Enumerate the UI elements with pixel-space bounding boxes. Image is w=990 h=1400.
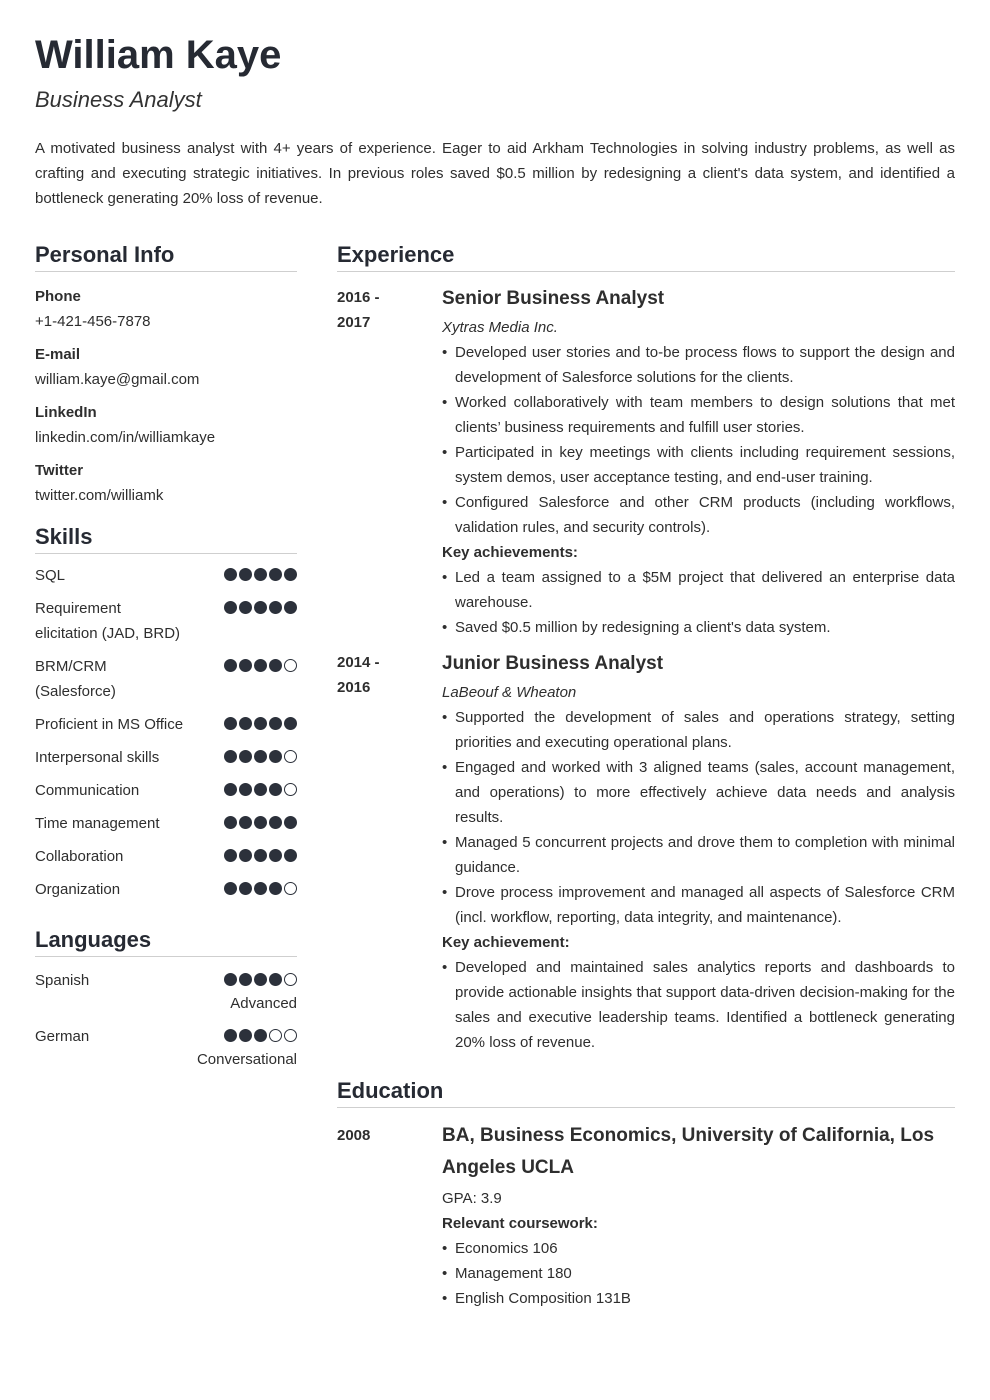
list-item: • Supported the development of sales and operations strategy, setting priorities and executing operational plans. (442, 705, 955, 755)
rating-dot-filled (224, 601, 237, 614)
rating-dot-filled (224, 882, 237, 895)
achievements-heading: Key achievement: (442, 934, 570, 951)
rating-dot-filled (224, 783, 237, 796)
skill-rating (224, 712, 297, 730)
education-year: 2008 (337, 1127, 371, 1144)
rating-dot-filled (239, 601, 252, 614)
rating-dot-filled (269, 601, 282, 614)
rating-dot-filled (254, 659, 267, 672)
list-item: • English Composition 131B (442, 1286, 955, 1311)
right-column (337, 240, 955, 1311)
skill-row (35, 712, 297, 737)
info-label: Twitter (35, 462, 84, 479)
rating-dot-empty (284, 1029, 297, 1042)
rating-dot-filled (254, 849, 267, 862)
rating-dot-filled (254, 568, 267, 581)
rating-dot-empty (284, 882, 297, 895)
rating-dot-filled (239, 717, 252, 730)
skills-list (35, 563, 297, 902)
rating-dot-empty (284, 783, 297, 796)
rating-dot-filled (254, 882, 267, 895)
rating-dot-filled (254, 1029, 267, 1042)
job-company: LaBeouf & Wheaton (442, 684, 577, 701)
rating-dot-filled (284, 568, 297, 581)
section-title-personal-info: Personal Info (35, 240, 297, 272)
rating-dot-filled (224, 717, 237, 730)
skill-name: Time management (35, 815, 160, 832)
skill-name: Requirement elicitation (JAD, BRD) (35, 600, 181, 642)
rating-dot-filled (224, 568, 237, 581)
list-item: • Managed 5 concurrent projects and drove them to completion with minimal guidance. (442, 830, 955, 880)
rating-dot-filled (284, 717, 297, 730)
language-name: Spanish (35, 972, 90, 989)
job-title: Senior Business Analyst (442, 288, 665, 309)
skill-rating (224, 596, 297, 614)
list-item: • Management 180 (442, 1261, 955, 1286)
rating-dot-filled (239, 783, 252, 796)
job-date-start: 2016 - (337, 289, 380, 306)
rating-dot-filled (239, 973, 252, 986)
resume-header (35, 28, 955, 211)
achievements-heading: Key achievements: (442, 544, 578, 561)
rating-dot-filled (284, 849, 297, 862)
rating-dot-filled (254, 601, 267, 614)
job-dates (337, 650, 442, 1055)
skill-name: SQL (35, 567, 66, 584)
personal-info-list (35, 284, 297, 508)
rating-dot-empty (284, 659, 297, 672)
skill-row (35, 778, 297, 803)
skill-rating (224, 877, 297, 895)
rating-dot-filled (269, 659, 282, 672)
job-date-end: 2016 (337, 679, 371, 696)
rating-dot-filled (254, 717, 267, 730)
job-achievements (442, 565, 955, 640)
list-item: • Drove process improvement and managed all aspects of Salesforce CRM (incl. workflow, reporting, data integrity, and maintenance). (442, 880, 955, 930)
skill-name: Proficient in MS Office (35, 716, 184, 733)
rating-dot-filled (224, 849, 237, 862)
list-item: • Economics 106 (442, 1236, 955, 1261)
rating-dot-empty (284, 973, 297, 986)
rating-dot-filled (224, 816, 237, 829)
rating-dot-filled (254, 750, 267, 763)
skill-row (35, 844, 297, 869)
language-level: Advanced (230, 995, 297, 1012)
rating-dot-filled (269, 882, 282, 895)
section-title-skills: Skills (35, 522, 297, 554)
candidate-name: William Kaye (35, 33, 282, 77)
list-item: • Configured Salesforce and other CRM products (including workflows, validation rules, and security controls). (442, 490, 955, 540)
skill-rating (224, 563, 297, 581)
skill-row (35, 745, 297, 770)
list-item: • Developed user stories and to-be process flows to support the design and development of Salesforce solutions for the clients. (442, 340, 955, 390)
info-item-twitter (35, 458, 297, 508)
education-entry (337, 1120, 955, 1311)
rating-dot-filled (224, 750, 237, 763)
skill-rating (224, 778, 297, 796)
info-item-email (35, 342, 297, 392)
list-item: • Led a team assigned to a $5M project that delivered an enterprise data warehouse. (442, 565, 955, 615)
info-item-linkedin (35, 400, 297, 450)
list-item: • Worked collaboratively with team members to design solutions that met clients’ business requirements and fulfill user stories. (442, 390, 955, 440)
language-name: German (35, 1028, 90, 1045)
rating-dot-empty (269, 1029, 282, 1042)
skill-row (35, 596, 297, 646)
education-body (442, 1120, 955, 1311)
job-body (442, 650, 955, 1055)
candidate-title: Business Analyst (35, 87, 202, 112)
skill-row (35, 877, 297, 902)
rating-dot-filled (269, 568, 282, 581)
language-level: Conversational (196, 1051, 297, 1068)
language-rating (224, 968, 297, 986)
section-title-experience: Experience (337, 240, 955, 272)
skill-row (35, 563, 297, 588)
rating-dot-filled (269, 973, 282, 986)
job-entry (337, 650, 955, 1055)
rating-dot-filled (224, 1029, 237, 1042)
rating-dot-filled (239, 750, 252, 763)
rating-dot-filled (269, 849, 282, 862)
degree-title: BA, Business Economics, University of California, Los Angeles UCLA (442, 1125, 935, 1178)
job-date-end: 2017 (337, 314, 371, 331)
job-responsibilities (442, 340, 955, 540)
skill-name: BRM/CRM (Salesforce) (35, 658, 116, 700)
language-row (35, 1024, 297, 1072)
job-title: Junior Business Analyst (442, 653, 664, 674)
rating-dot-filled (254, 783, 267, 796)
skill-name: Collaboration (35, 848, 124, 865)
rating-dot-filled (284, 601, 297, 614)
left-column (35, 240, 297, 1072)
rating-dot-filled (254, 816, 267, 829)
skill-rating (224, 654, 297, 672)
coursework-heading: Relevant coursework: (442, 1215, 598, 1232)
rating-dot-filled (224, 973, 237, 986)
rating-dot-filled (239, 882, 252, 895)
info-label: LinkedIn (35, 404, 97, 421)
skill-row (35, 654, 297, 704)
list-item: • Participated in key meetings with clients including requirement sessions, system demos, user acceptance testing, and end-user training. (442, 440, 955, 490)
rating-dot-filled (239, 659, 252, 672)
job-body (442, 285, 955, 640)
skill-rating (224, 745, 297, 763)
skill-name: Communication (35, 782, 140, 799)
linkedin-value: linkedin.com/in/williamkaye (35, 429, 216, 446)
list-item: • Engaged and worked with 3 aligned teams (sales, account management, and operations) to more effectively achieve data needs and analysis results. (442, 755, 955, 830)
list-item: • Developed and maintained sales analytics reports and dashboards to provide actionable insights that support data-driven decision-making for the sales and executive leadership teams. Identified a bottleneck generating 20% loss of revenue. (442, 955, 955, 1055)
phone-value: +1-421-456-7878 (35, 313, 151, 330)
job-company: Xytras Media Inc. (442, 319, 558, 336)
email-value: william.kaye@gmail.com (35, 371, 200, 388)
section-title-education: Education (337, 1076, 955, 1108)
job-achievements (442, 955, 955, 1055)
skill-rating (224, 844, 297, 862)
job-responsibilities (442, 705, 955, 930)
list-item: • Saved $0.5 million by redesigning a client's data system. (442, 615, 955, 640)
rating-dot-filled (239, 568, 252, 581)
info-item-phone (35, 284, 297, 334)
skill-rating (224, 811, 297, 829)
section-title-languages: Languages (35, 925, 297, 957)
coursework-list (442, 1236, 955, 1311)
rating-dot-filled (284, 816, 297, 829)
info-label: Phone (35, 288, 81, 305)
gpa: GPA: 3.9 (442, 1190, 502, 1207)
skill-name: Organization (35, 881, 121, 898)
skill-row (35, 811, 297, 836)
rating-dot-filled (269, 816, 282, 829)
job-dates (337, 285, 442, 640)
rating-dot-filled (239, 816, 252, 829)
language-rating (224, 1024, 297, 1042)
rating-dot-filled (269, 750, 282, 763)
job-entry (337, 285, 955, 640)
rating-dot-filled (239, 849, 252, 862)
rating-dot-filled (254, 973, 267, 986)
rating-dot-filled (269, 783, 282, 796)
rating-dot-filled (269, 717, 282, 730)
rating-dot-filled (224, 659, 237, 672)
rating-dot-filled (239, 1029, 252, 1042)
job-date-start: 2014 - (337, 654, 380, 671)
twitter-value: twitter.com/williamk (35, 487, 164, 504)
rating-dot-empty (284, 750, 297, 763)
skill-name: Interpersonal skills (35, 749, 160, 766)
info-label: E-mail (35, 346, 81, 363)
language-row (35, 968, 297, 1016)
summary-paragraph: A motivated business analyst with 4+ years of experience. Eager to aid Arkham Technologies in solving industry problems, as well as crafting and executing strategic initiatives. In previous roles saved $0.5 million by redesigning a client's data system, and identified a bottleneck generating 20% loss of revenue. (35, 140, 955, 207)
